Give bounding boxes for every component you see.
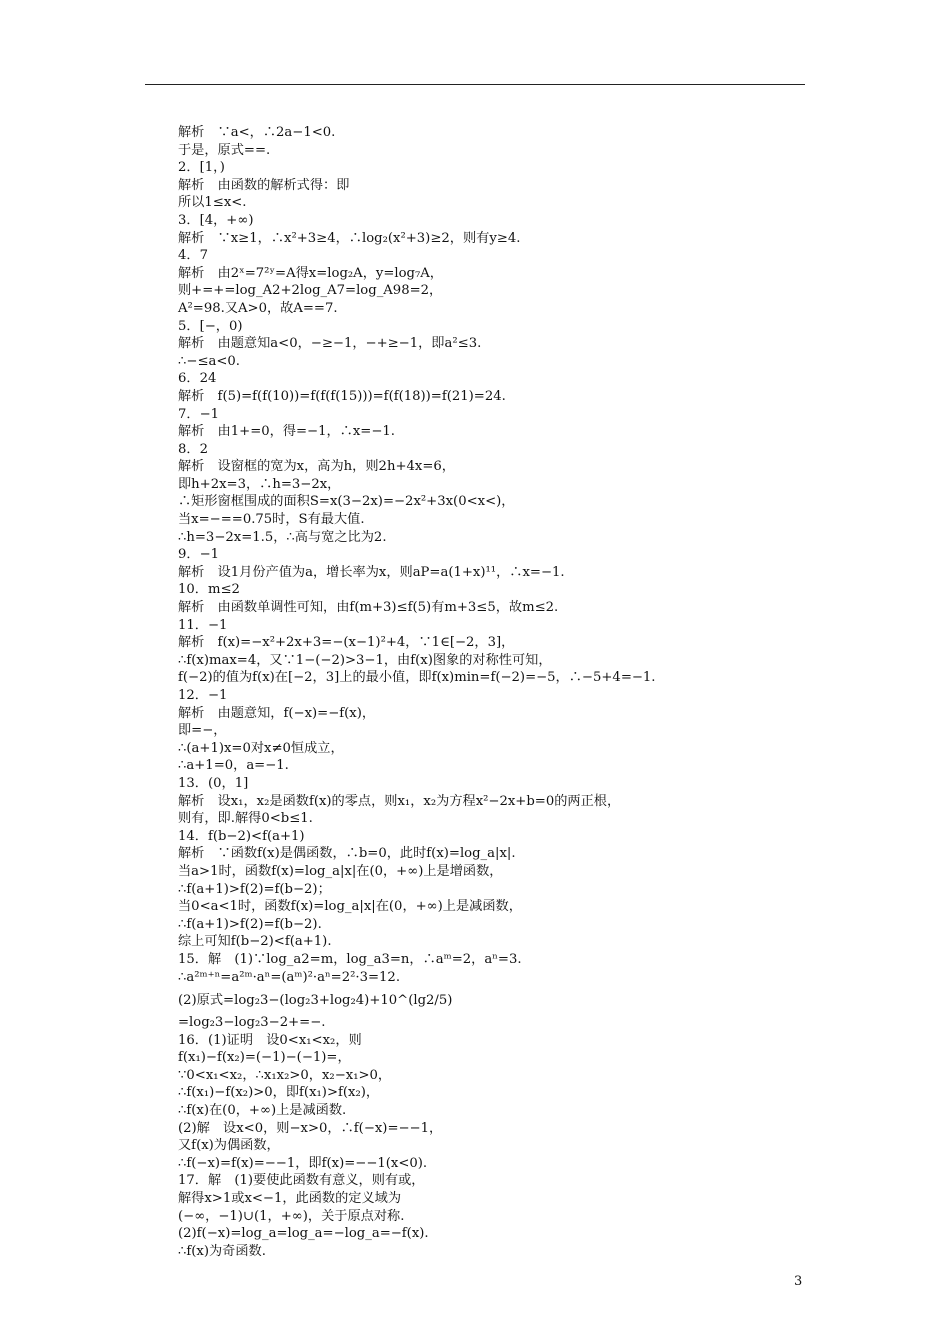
text-line: 解析 由题意知，f(−x)=−f(x)， — [178, 705, 376, 721]
text-line: 10．m≤2 — [178, 582, 240, 598]
text-line: 解析 设1月份产值为a，增长率为x，则aP=a(1+x)¹¹，∴x=−1. — [178, 564, 565, 580]
text-line: 解析 f(x)=−x²+2x+3=−(x−1)²+4，∵1∈[−2，3]， — [178, 635, 515, 651]
text-line: 则+=+=log_A2+2log_A7=log_A98=2， — [178, 283, 443, 299]
text-line: 7．−1 — [178, 406, 220, 422]
text-line: ∴f(a+1)>f(2)=f(b−2). — [178, 916, 322, 932]
text-line: 当a>1时，函数f(x)=log_a|x|在(0，+∞)上是增函数， — [178, 863, 503, 879]
text-line: 15．解 (1)∵log_a2=m，log_a3=n，∴aᵐ=2，aⁿ=3. — [178, 951, 522, 967]
text-line: 解析 f(5)=f(f(10))=f(f(f(15)))=f(f(18))=f(21)=24. — [178, 388, 506, 404]
text-line: 当x=−==0.75时，S有最大值. — [178, 512, 365, 528]
text-line: 则有，即.解得0<b≤1. — [178, 811, 313, 827]
text-line: 解析 由函数单调性可知，由f(m+3)≤f(5)有m+3≤5，故m≤2. — [178, 600, 559, 616]
text-line: 即h+2x=3，∴h=3−2x， — [178, 476, 341, 492]
text-line: 又f(x)为偶函数， — [178, 1138, 280, 1154]
text-line: 解析 ∵x≥1，∴x²+3≥4，∴log₂(x²+3)≥2，则有y≥4. — [178, 230, 521, 246]
text-line: 2．[1，) — [178, 160, 225, 176]
text-line: ∴f(−x)=f(x)=−−1，即f(x)=−−1(x<0). — [178, 1155, 428, 1171]
text-line: ∴f(x₁)−f(x₂)>0，即f(x₁)>f(x₂)， — [178, 1085, 380, 1101]
text-line: 12．−1 — [178, 688, 228, 703]
text-line: 17．解 (1)要使此函数有意义，则有或， — [178, 1173, 425, 1189]
text-line: f(−2)的值为f(x)在[−2，3]上的最小值，即f(x)min=f(−2)=−5，∴−5+4=−1. — [178, 670, 656, 686]
text-line: (2)原式=log₂3−(log₂3+log₂4)+10^(lg2/5) — [178, 993, 453, 1009]
text-line: 当0<a<1时，函数f(x)=log_a|x|在(0，+∞)上是减函数， — [178, 899, 522, 915]
text-line: ∴f(x)为奇函数. — [178, 1243, 266, 1259]
text-line: ∴a+1=0，a=−1. — [178, 758, 289, 774]
text-line: ∴矩形窗框围成的面积S=x(3−2x)=−2x²+3x(0<x<)， — [178, 494, 515, 510]
text-line: 5．[−，0) — [178, 318, 243, 334]
text-line: 解析 ∵函数f(x)是偶函数，∴b=0，此时f(x)=log_a|x|. — [178, 846, 516, 862]
text-line: 14．f(b−2)<f(a+1) — [178, 828, 305, 844]
text-line: (2)f(−x)=log_a=log_a=−log_a=−f(x). — [178, 1226, 429, 1242]
text-line: 16．(1)证明 设0<x₁<x₂，则 — [178, 1032, 362, 1048]
text-line: 3．[4，+∞) — [178, 212, 254, 228]
text-line: ∴f(x)max=4，又∵1−(−2)>3−1，由f(x)图象的对称性可知， — [178, 652, 552, 668]
page-number: 3 — [794, 1274, 803, 1289]
text-line: 解析 由2ˣ=7²ʸ=A得x=log₂A，y=log₇A， — [178, 265, 443, 281]
text-line: A²=98.又A>0，故A==7. — [178, 300, 338, 316]
text-line: ∵0<x₁<x₂，∴x₁x₂>0，x₂−x₁>0， — [178, 1067, 392, 1083]
text-line: 所以1≤x<. — [178, 195, 247, 211]
text-line: ∴−≤a<0. — [178, 353, 240, 369]
text-line: 解析 由题意知a<0，−≥−1，−+≥−1，即a²≤3. — [178, 336, 482, 352]
text-line: 9．−1 — [178, 547, 220, 563]
text-line: 即=−， — [178, 723, 227, 739]
header-rule — [145, 84, 805, 85]
text-line: 解析 由函数的解析式得：即 — [178, 177, 350, 193]
text-line: 11．−1 — [178, 617, 228, 633]
text-line: ∴(a+1)x=0对x≠0恒成立， — [178, 740, 344, 756]
text-line: 解析 由1+=0，得=−1，∴x=−1. — [178, 424, 395, 440]
text-line: 6．24 — [178, 371, 217, 387]
text-line: 解析 设x₁，x₂是函数f(x)的零点，则x₁，x₂为方程x²−2x+b=0的两正根， — [178, 793, 621, 809]
text-line: (2)解 设x<0，则−x>0，∴f(−x)=−−1， — [178, 1120, 443, 1136]
text-line: f(x₁)−f(x₂)=(−1)−(−1)=， — [178, 1050, 351, 1066]
text-line: 4．7 — [178, 248, 208, 264]
text-line: ∴f(a+1)>f(2)=f(b−2)； — [178, 881, 331, 897]
text-line: ∴h=3−2x=1.5，∴高与宽之比为2. — [178, 529, 387, 545]
text-line: 13．(0，1] — [178, 775, 249, 791]
text-line: (−∞，−1)∪(1，+∞)，关于原点对称. — [178, 1208, 405, 1224]
text-line: 8．2 — [178, 441, 208, 457]
text-line: =log₂3−log₂3−2+=−. — [178, 1015, 326, 1031]
text-line: 解析 ∵a<，∴2a−1<0. — [178, 125, 336, 140]
text-line: 解得x>1或x<−1，此函数的定义域为 — [178, 1191, 402, 1207]
solution-text — [178, 124, 818, 1260]
text-line: ∴a²ᵐ⁺ⁿ=a²ᵐ·aⁿ=(aᵐ)²·aⁿ=2²·3=12. — [178, 969, 401, 985]
text-line: 于是，原式==. — [178, 142, 271, 158]
text-line: 解析 设窗框的宽为x，高为h，则2h+4x=6， — [178, 459, 455, 475]
text-line: ∴f(x)在(0，+∞)上是减函数. — [178, 1103, 347, 1119]
text-line: 综上可知f(b−2)<f(a+1). — [178, 934, 332, 950]
